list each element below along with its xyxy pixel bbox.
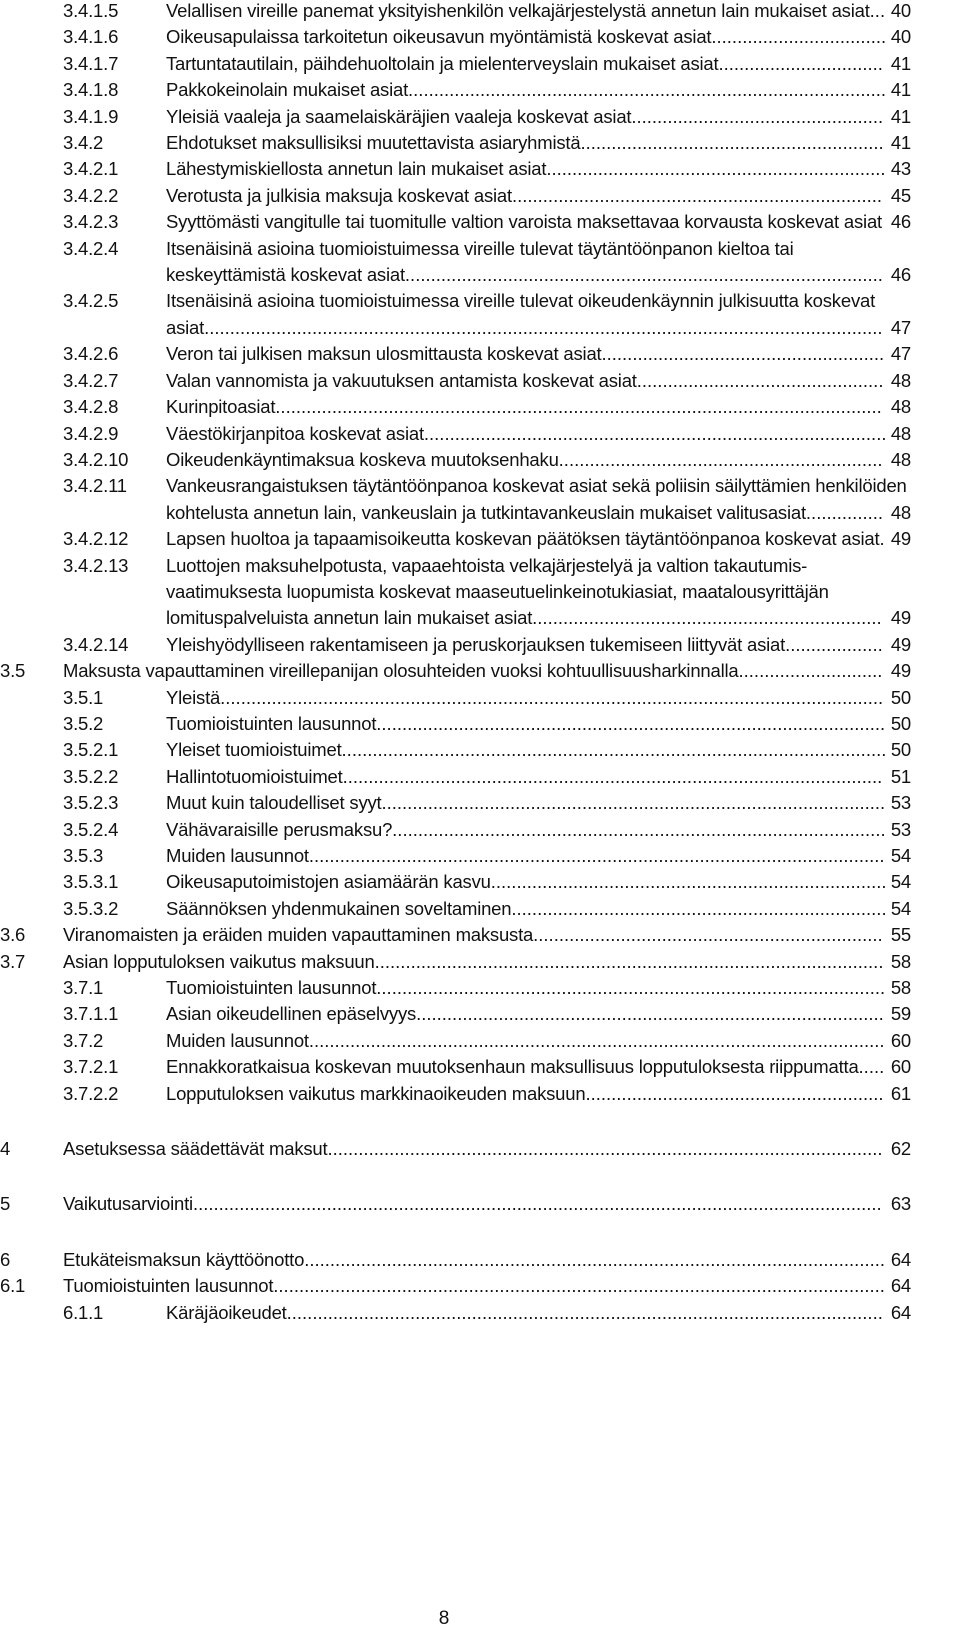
- toc-entry-page: 45: [890, 184, 911, 206]
- toc-leader-dots: .................................................................................................................: [304, 1248, 886, 1270]
- toc-entry-title: Yleisiä vaaleja ja saamelaiskäräjien vaaleja koskevat asiat: [166, 105, 632, 127]
- toc-entry-body: [166, 737, 911, 763]
- toc-entry[interactable]: [0, 1028, 960, 1054]
- toc-entry-number: 3.4.2.1: [63, 158, 119, 180]
- toc-entry[interactable]: [0, 922, 960, 948]
- toc-entry[interactable]: [0, 209, 960, 235]
- toc-entry[interactable]: [0, 77, 960, 103]
- toc-entry-number: 6.1: [0, 1275, 26, 1297]
- toc-entry[interactable]: [0, 949, 960, 975]
- toc-entry-page: 50: [890, 739, 911, 761]
- toc-entry-body: [166, 236, 911, 289]
- toc-entry-body: [166, 447, 911, 473]
- toc-entry-body: [166, 368, 911, 394]
- toc-entry-title: Itsenäisinä asioina tuomioistuimessa vireille tulevat täytäntöönpanon kieltoa tai keskeyttämistä koskevat asiat: [166, 237, 794, 286]
- toc-entry-number: 3.7: [0, 950, 26, 972]
- toc-entry-page: 49: [890, 607, 911, 629]
- toc-entry-title: Vaikutusarviointi: [63, 1193, 193, 1215]
- toc-entry[interactable]: [0, 473, 960, 526]
- toc-entry-page: 41: [890, 105, 911, 127]
- toc-entry-page: 54: [890, 897, 911, 919]
- toc-entry-body: [63, 1273, 911, 1299]
- toc-entry-number: 3.7.1.1: [63, 1003, 119, 1025]
- toc-entry-title: Maksusta vapauttaminen vireillepanijan olosuhteiden vuoksi kohtuullisuusharkinnalla: [63, 660, 739, 682]
- toc-leader-dots: ........................................................................: [511, 184, 883, 206]
- toc-entry-number: 3.7.2.2: [63, 1082, 119, 1104]
- toc-entry-page: 49: [890, 660, 911, 682]
- toc-leader-dots: ...............: [805, 501, 884, 523]
- toc-entry[interactable]: [0, 1273, 960, 1299]
- toc-entry-title: Asetuksessa säädettävät maksut: [63, 1138, 328, 1160]
- toc-entry-body: [63, 1191, 911, 1217]
- toc-entry-number: 3.7.2: [63, 1029, 104, 1051]
- toc-entry-page: 48: [890, 369, 911, 391]
- toc-entry-title: Yleiset tuomioistuimet: [166, 739, 342, 761]
- toc-leader-dots: ....................................................................................................................................: [204, 316, 883, 338]
- toc-leader-dots: ...................................................................................................: [374, 950, 884, 972]
- toc-entry-title: Oikeusapulaissa tarkoitetun oikeusavun myöntämistä koskevat asiat: [166, 26, 712, 48]
- toc-leader-dots: .............................................................................................: [408, 79, 887, 101]
- toc-entry-title: Vankeusrangaistuksen täytäntöönpanoa koskevat asiat sekä poliisin säilyttämien henkilöiden kohtelusta annetun lain, vankeuslain ja tutkintavankeuslain mukaiset valitusasiat: [166, 475, 907, 523]
- toc-entry[interactable]: [0, 790, 960, 816]
- toc-entry[interactable]: [0, 394, 960, 420]
- toc-gap: [0, 1162, 960, 1191]
- toc-leader-dots: ................................................................................................................: [308, 845, 885, 866]
- toc-entry-number: 3.4.1.9: [63, 105, 119, 127]
- toc-entry[interactable]: [0, 51, 960, 77]
- toc-entry-page: 47: [890, 343, 911, 365]
- toc-entry-page: 50: [890, 686, 911, 708]
- toc-entry-body: [166, 869, 911, 895]
- toc-entry-number: 3.4.2.12: [63, 528, 129, 550]
- toc-entry-number: 3.5.2.1: [63, 739, 119, 761]
- toc-entry-body: [63, 1247, 911, 1273]
- toc-entry-number: 3.4.2.4: [63, 237, 119, 259]
- toc-entry-page: 53: [890, 818, 911, 840]
- toc-entry-body: [166, 421, 911, 447]
- toc-entry-body: [166, 526, 911, 552]
- toc-entry-page: 58: [890, 977, 911, 999]
- toc-entry-number: 3.5.3.2: [63, 897, 119, 919]
- toc-entry[interactable]: [0, 1054, 960, 1080]
- toc-entry-body: [63, 658, 911, 684]
- toc-entry-title: Etukäteismaksun käyttöönotto: [63, 1248, 305, 1270]
- toc-entry-number: 6: [0, 1248, 11, 1270]
- page-number: 8: [438, 1608, 450, 1629]
- toc-entry-title: Yleistä: [166, 686, 221, 708]
- toc-leader-dots: ................................: [718, 52, 883, 74]
- toc-entry-body: [166, 1300, 911, 1326]
- toc-entry-body: [166, 896, 911, 922]
- toc-entry-page: 46: [890, 264, 911, 286]
- toc-entry-title: Asian oikeudellinen epäselvyys: [166, 1003, 417, 1025]
- toc-entry[interactable]: [0, 0, 960, 24]
- toc-entry[interactable]: [0, 632, 960, 658]
- toc-entry[interactable]: [0, 526, 960, 552]
- toc-entry-body: [166, 209, 911, 235]
- toc-entry-page: 41: [890, 52, 911, 74]
- toc-entry[interactable]: [0, 447, 960, 473]
- toc-entry-page: 41: [890, 79, 911, 101]
- toc-entry[interactable]: [0, 341, 960, 367]
- toc-entry-number: 3.7.1: [63, 977, 104, 999]
- toc-leader-dots: .............................................................................................: [404, 264, 883, 286]
- toc-entry-number: 3.4.2.9: [63, 422, 119, 444]
- toc-entry-page: 62: [890, 1138, 911, 1160]
- toc-entry-body: [166, 473, 911, 526]
- toc-entry-body: [166, 553, 911, 632]
- toc-entry[interactable]: [0, 685, 960, 711]
- toc-entry[interactable]: [0, 869, 960, 895]
- toc-leader-dots: ......................................................................................................................: [275, 396, 882, 418]
- toc-entry-title: Kurinpitoasiat: [166, 396, 276, 418]
- toc-leader-dots: .................................................: [631, 105, 884, 127]
- toc-entry-title: Oikeudenkäyntimaksua koskeva muutoksenhaku: [166, 448, 559, 470]
- toc-entry[interactable]: [0, 156, 960, 182]
- toc-entry-number: 3.5.2.4: [63, 818, 119, 840]
- toc-entry-body: [166, 817, 911, 843]
- toc-entry-body: [166, 0, 911, 24]
- toc-entry[interactable]: [0, 1191, 960, 1217]
- toc-entry-page: 54: [890, 845, 911, 866]
- toc-entry-body: [166, 130, 911, 156]
- toc-leader-dots: .....: [858, 1056, 885, 1078]
- toc-entry-title: Säännöksen yhdenmukainen soveltaminen: [166, 897, 512, 919]
- toc-entry-page: 49: [890, 633, 911, 655]
- toc-entry[interactable]: [0, 24, 960, 50]
- toc-entry-page: 61: [890, 1082, 911, 1104]
- toc-entry-body: [166, 790, 911, 816]
- toc-entry-body: [166, 156, 911, 182]
- toc-entry-title: Verotusta ja julkisia maksuja koskevat asiat: [166, 184, 512, 206]
- toc-entry-number: 3.4.2.10: [63, 448, 129, 470]
- toc-entry-title: Tuomioistuinten lausunnot: [63, 1275, 274, 1297]
- toc-entry[interactable]: [0, 975, 960, 1001]
- toc-entry-title: Syyttömästi vangitulle tai tuomitulle valtion varoista maksettavaa korvausta koskevat asiat: [166, 211, 882, 233]
- toc-entry-title: Väestökirjanpitoa koskevat asiat: [166, 422, 424, 444]
- toc-entry-title: Velallisen vireille panemat yksityishenkilön velkajärjestelystä annetun lain mukaiset asiat: [166, 0, 870, 21]
- toc-leader-dots: .........................................................................: [511, 897, 887, 919]
- toc-entry-number: 3.4.2.13: [63, 554, 129, 576]
- toc-entry-body: [166, 341, 911, 367]
- toc-entry-number: 3.4.2.8: [63, 396, 119, 418]
- toc-entry-body: [166, 711, 911, 737]
- toc-entry-title: Veron tai julkisen maksun ulosmittausta koskevat asiat: [166, 343, 602, 365]
- toc-entry-title: Muut kuin taloudelliset syyt: [166, 792, 382, 814]
- toc-leader-dots: ..................................................................................................: [381, 792, 886, 814]
- toc-entry[interactable]: [0, 368, 960, 394]
- toc-entry-number: 3.4.1.6: [63, 26, 119, 48]
- toc-entry[interactable]: [0, 843, 960, 869]
- toc-entry-number: 4: [0, 1138, 11, 1160]
- toc-leader-dots: .............................................................................: [490, 871, 887, 893]
- toc-leader-dots: .................................................................................................................................: [220, 686, 884, 708]
- toc-entry-number: 3.4.2.14: [63, 633, 129, 655]
- toc-leader-dots: ...................: [785, 633, 883, 655]
- toc-leader-dots: .......................................................................................................................: [273, 1275, 885, 1297]
- toc-entry-number: 3.5.1: [63, 686, 104, 708]
- toc-leader-dots: ................................................................................................................: [308, 1029, 885, 1051]
- toc-leader-dots: ....................................................................................................................: [286, 1301, 883, 1323]
- toc-gap: [0, 1218, 960, 1247]
- toc-entry[interactable]: [0, 1001, 960, 1027]
- toc-entry-page: 48: [890, 422, 911, 444]
- toc-entry-title: Yleishyödylliseen rakentamiseen ja peruskorjauksen tukemiseen liittyvät asiat: [166, 633, 786, 655]
- toc-entry-body: [166, 51, 911, 77]
- toc-entry-page: 50: [890, 712, 911, 734]
- toc-entry[interactable]: [0, 658, 960, 684]
- toc-entry[interactable]: [0, 896, 960, 922]
- toc-entry-page: 49: [890, 528, 911, 550]
- toc-entry-page: 63: [890, 1193, 911, 1215]
- toc-entry-page: 48: [890, 396, 911, 418]
- toc-entry-page: 59: [890, 1003, 911, 1025]
- toc-leader-dots: ............................: [738, 660, 883, 682]
- toc-entry-body: [166, 1001, 911, 1027]
- toc-entry-title: Ennakkoratkaisua koskevan muutoksenhaun maksullisuus lopputuloksesta riippumatta: [166, 1056, 859, 1078]
- toc-entry-number: 3.5.3: [63, 845, 104, 866]
- toc-entry-body: [166, 1081, 911, 1107]
- toc-entry-page: 43: [890, 158, 911, 180]
- toc-entry-body: [166, 183, 911, 209]
- toc-entry-number: 3.4.2.2: [63, 184, 119, 206]
- toc-entry-title: Valan vannomista ja vakuutuksen antamista koskevat asiat: [166, 369, 637, 391]
- toc-entry-page: 64: [890, 1248, 911, 1270]
- toc-leader-dots: ...........................................................................................: [416, 1003, 884, 1025]
- toc-entry-title: Itsenäisinä asioina tuomioistuimessa vireille tulevat oikeudenkäynnin julkisuutta koskevat asiat: [166, 290, 876, 338]
- toc-entry-title: Tuomioistuinten lausunnot: [166, 712, 377, 734]
- toc-entry-title: Lapsen huoltoa ja tapaamisoikeutta koskevan päätöksen täytäntöönpanoa koskevat asiat: [166, 528, 880, 550]
- toc-entry-page: 46: [890, 211, 911, 233]
- toc-entry-title: Käräjäoikeudet: [166, 1301, 287, 1323]
- toc-entry-number: 3.5.2.3: [63, 792, 119, 814]
- toc-entry[interactable]: [0, 553, 960, 632]
- toc-entry-page: 40: [890, 26, 911, 48]
- toc-entry-title: Pakkokeinolain mukaiset asiat: [166, 79, 409, 101]
- toc-entry-body: [63, 949, 911, 975]
- toc-entry[interactable]: [0, 236, 960, 289]
- toc-entry-body: [166, 1028, 911, 1054]
- toc-entry-number: 3.4.2: [63, 132, 104, 154]
- toc-entry-title: Tuomioistuinten lausunnot: [166, 977, 377, 999]
- toc-entry[interactable]: [0, 288, 960, 341]
- toc-leader-dots: .: [879, 528, 885, 550]
- toc-entry-page: 41: [890, 132, 911, 154]
- toc-entry-title: Muiden lausunnot: [166, 845, 309, 866]
- toc-entry-number: 3.4.1.8: [63, 79, 119, 101]
- toc-entry[interactable]: [0, 1247, 960, 1273]
- toc-entry[interactable]: [0, 1136, 960, 1162]
- toc-entry-body: [166, 764, 911, 790]
- toc-entry-number: 3.4.2.6: [63, 343, 119, 365]
- toc-entry[interactable]: [0, 421, 960, 447]
- toc-entry-number: 3.4.1.5: [63, 0, 119, 21]
- toc-entry-title: Ehdotukset maksullisiksi muutettavista asiaryhmistä: [166, 132, 581, 154]
- toc-entry[interactable]: [0, 764, 960, 790]
- toc-leader-dots: ....................................................................: [533, 924, 883, 946]
- toc-entry-number: 3.4.2.7: [63, 369, 119, 391]
- toc-entry-title: Viranomaisten ja eräiden muiden vapauttaminen maksusta: [63, 924, 534, 946]
- toc-entry-page: 54: [890, 871, 911, 893]
- toc-entry[interactable]: [0, 1081, 960, 1107]
- toc-entry-number: 3.4.2.11: [63, 475, 127, 497]
- toc-leader-dots: ..........................................................: [585, 1082, 884, 1104]
- toc-entry-number: 3.5.3.1: [63, 871, 119, 893]
- toc-entry-body: [166, 975, 911, 1001]
- toc-leader-dots: ...........................................................: [580, 132, 884, 154]
- toc-leader-dots: ...................................................................................................: [376, 977, 886, 999]
- toc-entry-body: [63, 922, 911, 948]
- toc-leader-dots: ...............................................................: [558, 448, 883, 470]
- toc-entry-title: Oikeusaputoimistojen asiamäärän kasvu: [166, 871, 491, 893]
- toc-leader-dots: ................................................: [636, 369, 884, 391]
- toc-entry-number: 3.7.2.1: [63, 1056, 119, 1078]
- toc-entry-page: 60: [890, 1056, 911, 1078]
- toc-entry[interactable]: [0, 817, 960, 843]
- toc-entry-body: [166, 288, 911, 341]
- toc-entry-body: [166, 394, 911, 420]
- toc-entry[interactable]: [0, 183, 960, 209]
- toc-entry-page: 53: [890, 792, 911, 814]
- toc-entry-number: 6.1.1: [63, 1301, 104, 1323]
- toc-entry-title: Tartuntatautilain, päihdehuoltolain ja mielenterveyslain mukaiset asiat: [166, 52, 719, 74]
- toc-entry-number: 3.5: [0, 660, 26, 682]
- toc-entry-page: 64: [890, 1301, 911, 1323]
- toc-entry-title: Asian lopputuloksen vaikutus maksuun: [63, 950, 375, 972]
- toc-entry-number: 3.5.2: [63, 712, 104, 734]
- toc-leader-dots: ......................................................................................................................................: [192, 1193, 882, 1215]
- toc-entry[interactable]: [0, 737, 960, 763]
- toc-leader-dots: ..................................: [711, 26, 887, 48]
- toc-entry-number: 3.5.2.2: [63, 765, 119, 787]
- toc-entry-body: [63, 1136, 911, 1162]
- toc-entry-page: 47: [890, 316, 911, 338]
- toc-entry[interactable]: [0, 104, 960, 130]
- toc-entry-page: 40: [890, 0, 911, 21]
- toc-entry-body: [166, 843, 911, 869]
- toc-entry-page: 48: [890, 448, 911, 470]
- toc-gap: [0, 1107, 960, 1136]
- toc-entry[interactable]: [0, 130, 960, 156]
- toc-entry-title: Hallintotuomioistuimet: [166, 765, 343, 787]
- toc-entry[interactable]: [0, 711, 960, 737]
- toc-entry[interactable]: [0, 1300, 960, 1326]
- toc-entry-number: 3.4.2.3: [63, 211, 119, 233]
- toc-entry-number: 5: [0, 1193, 11, 1215]
- toc-entry-body: [166, 104, 911, 130]
- toc-entry-title: Lopputuloksen vaikutus markkinaoikeuden maksuun: [166, 1082, 586, 1104]
- toc-entry-page: 51: [890, 765, 911, 787]
- toc-entry-title: Luottojen maksuhelpotusta, vapaaehtoista velkajärjestelyä ja valtion takautumis-vaatimuksesta luopumista koskevat maaseutuelinkeinotukiasiat, maatalousyrittäjän lomituspalveluista annetun lain mukaiset asiat: [166, 554, 829, 629]
- toc-leader-dots: ............................................................................................................: [327, 1138, 883, 1160]
- toc-entry-page: 60: [890, 1029, 911, 1051]
- toc-leader-dots: .......................................................: [601, 343, 885, 365]
- toc-entry-page: 55: [890, 924, 911, 946]
- toc-entry-body: [166, 632, 911, 658]
- toc-leader-dots: ................................................................................................: [392, 818, 886, 840]
- toc-entry-body: [166, 77, 911, 103]
- toc-leader-dots: ..................................................................: [546, 158, 886, 180]
- toc-entry-number: 3.4.2.5: [63, 290, 119, 312]
- toc-entry-number: 3.6: [0, 924, 26, 946]
- toc-entry-body: [166, 1054, 911, 1080]
- toc-entry-number: 3.4.1.7: [63, 52, 119, 74]
- toc-leader-dots: ...: [869, 0, 886, 21]
- toc-leader-dots: .........................................................................................................: [342, 765, 883, 787]
- toc-entry-page: 64: [890, 1275, 911, 1297]
- toc-entry-page: 58: [890, 950, 911, 972]
- toc-leader-dots: ...................................................................................................: [376, 712, 886, 734]
- toc-leader-dots: ..........................................................................................: [423, 422, 887, 444]
- toc-leader-dots: ..........................................................................................................: [341, 739, 887, 761]
- toc-entry-page: 48: [890, 501, 911, 523]
- toc-entry-title: Muiden lausunnot: [166, 1029, 309, 1051]
- toc-entry-title: Lähestymiskiellosta annetun lain mukaiset asiat: [166, 158, 547, 180]
- toc-entry-body: [166, 24, 911, 50]
- toc-entry-body: [166, 685, 911, 711]
- toc-entry-title: Vähävaraisille perusmaksu?: [166, 818, 393, 840]
- toc-leader-dots: ....................................................................: [532, 607, 882, 629]
